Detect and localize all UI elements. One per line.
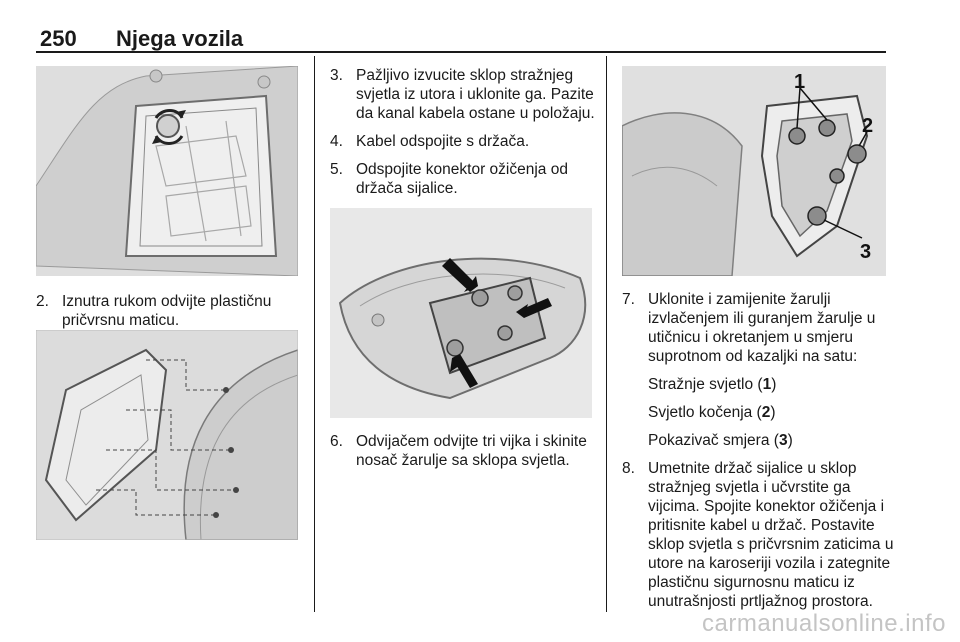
illustration-nut: [36, 66, 298, 276]
bulb-brake-light-num: 2: [761, 404, 771, 421]
bulb-brake-light-close: ): [770, 404, 776, 421]
callout-3: 3: [860, 241, 872, 263]
bulb-brake-light-label: Svjetlo kočenja (: [648, 404, 762, 421]
step-4-number: 4.: [330, 133, 343, 150]
step-3-text: Pažljivo izvucite sklop stražnjeg svjetla iz utora i uklonite ga. Pazite da kanal kabela ostane u položaju.: [356, 67, 595, 122]
step-8: [622, 459, 894, 611]
bulb-tail-light: [648, 375, 894, 394]
step-5-text: Odspojite konektor ožičenja od držača sijalice.: [356, 161, 568, 197]
step-5-number: 5.: [330, 161, 343, 178]
step-6-number: 6.: [330, 433, 343, 450]
bulb-turn-signal-num: 3: [778, 432, 788, 449]
step-8-number: 8.: [622, 460, 635, 477]
step-5: [330, 160, 596, 198]
bulb-tail-light-close: ): [771, 376, 777, 393]
step-6: [330, 432, 596, 470]
step-4: [330, 132, 596, 151]
step-3: [330, 66, 596, 123]
callout-1: 1: [794, 71, 806, 93]
step-2: [36, 292, 302, 330]
bulb-tail-light-label: Stražnje svjetlo (: [648, 376, 763, 393]
bulb-tail-light-num: 1: [762, 376, 772, 393]
column-divider-2: [606, 56, 607, 612]
callout-2: 2: [862, 115, 874, 137]
page-number: 250: [40, 26, 77, 51]
page-title: Njega vozila: [116, 26, 244, 51]
step-7-text: Uklonite i zamijenite žarulji izvlačenjem ili guranjem žarulje u utičnicu i okretanjem u smjeru suprotnom od kazaljki na satu:: [648, 291, 876, 365]
step-2-number: 2.: [36, 293, 49, 310]
step-8-text: Umetnite držač sijalice u sklop stražnjeg svjetla i učvrstite ga vijcima. Spojite konektor ožičenja i pritisnite kabel u držač. Postavite sklop svjetla s pričvrsnim zaticima u utore na karoseriji vozila i zategnite plastičnu sigurnosnu maticu iz unutrašnjosti prtljažnog prostora.: [648, 460, 894, 610]
watermark: carmanualsonline.info: [702, 610, 946, 637]
header-rule: [36, 51, 886, 53]
bulb-brake-light: [648, 403, 894, 422]
illustration-screws: [330, 208, 592, 418]
step-3-number: 3.: [330, 67, 343, 84]
step-7: [622, 290, 894, 366]
illustration-lamp-removal: [36, 330, 298, 540]
bulb-turn-signal-label: Pokazivač smjera (: [648, 432, 779, 449]
bulb-turn-signal: [648, 431, 894, 450]
step-4-text: Kabel odspojite s držača.: [356, 133, 530, 150]
step-7-number: 7.: [622, 291, 635, 308]
bulb-turn-signal-close: ): [787, 432, 793, 449]
illustration-bulbs: [622, 66, 886, 276]
step-6-text: Odvijačem odvijte tri vijka i skinite nosač žarulje sa sklopa svjetla.: [356, 433, 587, 469]
column-divider-1: [314, 56, 315, 612]
step-2-text: Iznutra rukom odvijte plastičnu pričvrsnu maticu.: [62, 293, 272, 329]
